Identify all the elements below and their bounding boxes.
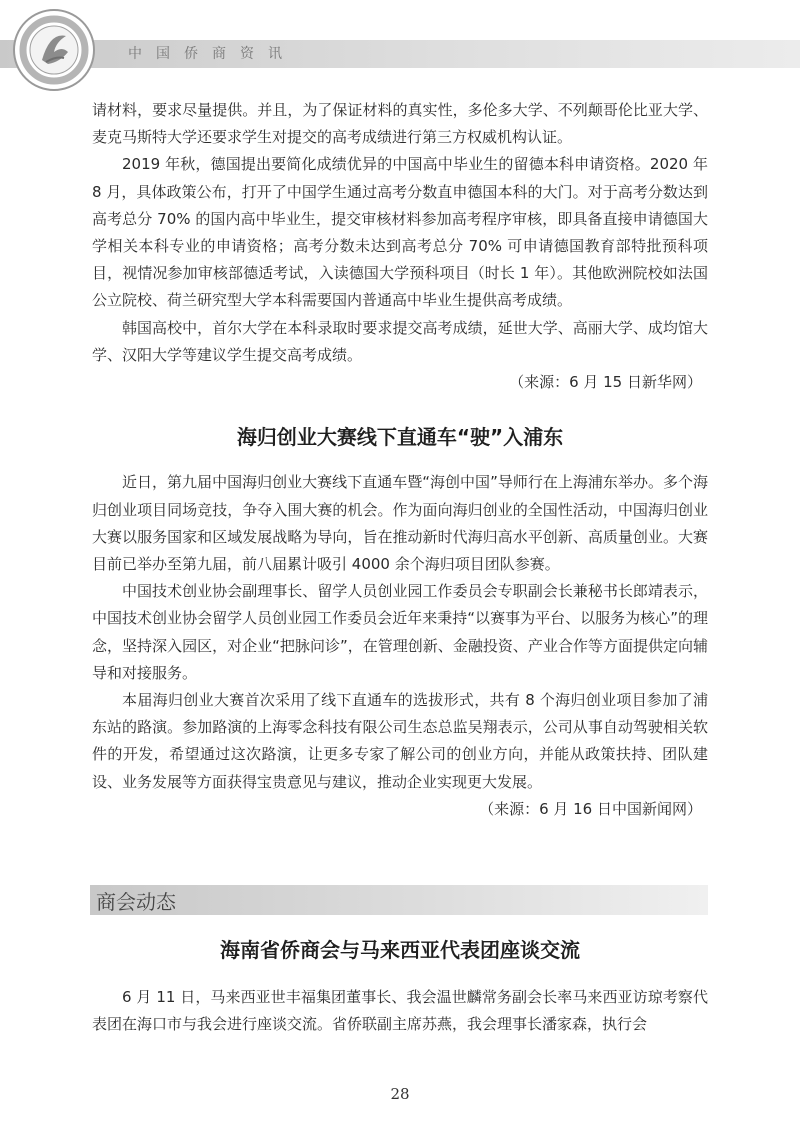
header-title: 中国侨商资讯 <box>128 46 296 62</box>
article3-content <box>92 937 708 1039</box>
article1-paragraph: 2019 年秋，德国提出要简化成绩优异的中国高中毕业生的留德本科申请资格。2020 年 8 月，具体政策公布，打开了中国学生通过高考分数直申德国本科的大门。对于高考分数达到高考总分 70% 的国内高中毕业生，提交审核材料参加高考程序审核，即具备直接申请德国大学相关本科专业的申请资格；高考分数未达到高考总分 70% 可申请德国教育部特批预科项目，视情况参加审核部德适考试，入读德国大学预科项目（时长 1 年）。其他欧洲院校如法国公立院校、荷兰研究型大学本科需要国内普通高中毕业生提供高考成绩。 <box>92 155 708 310</box>
section-label: 商会动态 <box>96 890 176 914</box>
article2-paragraph: 近日，第九届中国海归创业大赛线下直通车暨“海创中国”导师行在上海浦东举办。多个海归创业项目同场竞技，争夺入围大赛的机会。作为面向海归创业的全国性活动，中国海归创业大赛以服务国家和区域发展战略为导向，旨在推动新时代海归高水平创新、高质量创业。大赛目前已举办至第九届，前八届累计吸引 4000 余个海归项目团队参赛。 <box>92 473 708 574</box>
article2-paragraph: 本届海归创业大赛首次采用了线下直通车的选拔形式，共有 8 个海归创业项目参加了浦东站的路演。参加路演的上海零念科技有限公司生态总监吴翔表示，公司从事自动驾驶相关软件的开发，希望通过这次路演，让更多专家了解公司的创业方向，并能从政策扶持、团队建设、业务发展等方面获得宝贵意见与建议，推动企业实现更大发展。 <box>92 691 708 791</box>
spacer <box>92 964 708 984</box>
article2-title: 海归创业大赛线下直通车“驶”入浦东 <box>236 425 564 450</box>
article2-source: （来源：6 月 16 日中国新闻网） <box>479 799 702 818</box>
article3-paragraph: 6 月 11 日，马来西亚世丰福集团董事长、我会温世麟常务副会长率马来西亚访琼考察代表团在海口市与我会进行座谈交流。省侨联副主席苏燕，我会理事长潘家森，执行会 <box>92 988 708 1034</box>
spacer <box>92 451 708 469</box>
article1-source: （来源：6 月 15 日新华网） <box>509 373 702 392</box>
article2-paragraph: 中国技术创业协会副理事长、留学人员创业园工作委员会专职副会长兼秘书长郎靖表示，中国技术创业协会留学人员创业园工作委员会近年来秉持“以赛事为平台、以服务为核心”的理念，坚持深入园区，对企业“把脉问诊”，在管理创新、金融投资、产业合作等方面提供定向辅导和对接服务。 <box>92 582 708 682</box>
article3-title: 海南省侨商会与马来西亚代表团座谈交流 <box>220 938 580 962</box>
page-content <box>92 97 708 823</box>
article1-paragraph: 韩国高校中，首尔大学在本科录取时要求提交高考成绩，延世大学、高丽大学、成均馆大学、汉阳大学等建议学生提交高考成绩。 <box>92 318 708 364</box>
spacer <box>92 396 708 424</box>
logo-emblem <box>6 2 102 98</box>
section-band <box>90 885 708 915</box>
article1-paragraph: 请材料，要求尽量提供。并且，为了保证材料的真实性，多伦多大学、不列颠哥伦比亚大学、麦克马斯特大学还要求学生对提交的高考成绩进行第三方权威机构认证。 <box>92 101 708 147</box>
page-number: 28 <box>390 1085 410 1103</box>
header-band <box>0 40 800 68</box>
